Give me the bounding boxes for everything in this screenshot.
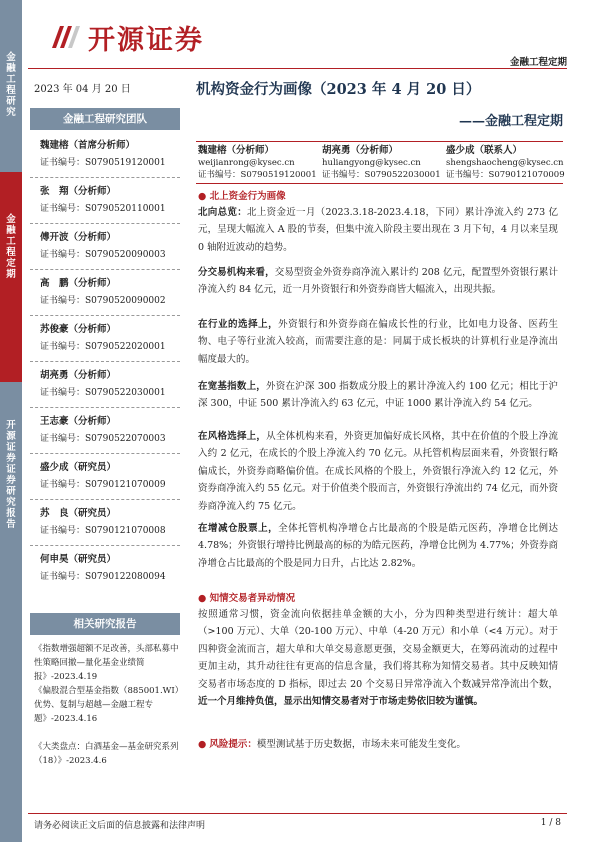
- analyst-cert: 证书编号：S0790520110001: [40, 204, 166, 214]
- bullet-icon: ●: [198, 593, 210, 604]
- brand-name: 开源证券: [88, 25, 204, 56]
- paragraph-informed-traders: [198, 606, 558, 710]
- main-analyst-2: [322, 145, 441, 181]
- main-analyst-name: 魏建榕（分析师）: [198, 145, 275, 156]
- footer-disclaimer: 请务必阅读正文后面的信息披露和法律声明: [34, 821, 206, 831]
- related-report-1[interactable]: 《指数增强超额不足改善，头部私募中性策略回撤—量化基金业绩简报》-2023.4.19: [34, 644, 179, 682]
- analyst-name: 高 鹏（分析师）: [40, 278, 117, 289]
- body-text: 全体托管机构净增仓占比最高的个股是皓元医药，净增仓比例达 4.78%；外资银行增持比例最高的标的为皓元医药，净增仓比例为 4.77%；外资券商净增仓占比最高的个股是同力日升，占比达 2.82%。: [198, 523, 558, 569]
- main-analyst-email[interactable]: huliangyong@kysec.cn: [322, 158, 421, 168]
- analyst-name: 苏 良（研究员）: [40, 508, 117, 519]
- body-text: 按照通常习惯，资金流向依据挂单金额的大小，分为四种类型进行统计：超大单（>100 万元）、大单（20-100 万元）、中单（4-20 万元）和小单（<4 万元）。对于四种资金流而言，超大单和大单交易意愿更强，交易金额更大，在筹码流动的过程中更加主动，其升动往往有更高的信息含量，我们将其称为知情交易者。其中反映知情交易者市场态度的 D 指标，即过去 20 个交易日异常净流入个数减异常净流出个数，: [198, 609, 558, 690]
- team-analyst: [40, 505, 190, 536]
- analyst-cert: 证书编号：S0790520090002: [40, 296, 166, 306]
- lead-text: 在宽基指数上，: [198, 381, 267, 392]
- page-subtitle: ——金融工程定期: [458, 114, 563, 129]
- analysts-bottom-divider: [196, 183, 563, 184]
- team-analyst: [40, 275, 190, 306]
- page-number: 1 / 8: [540, 818, 561, 828]
- analyst-separator: [30, 407, 180, 408]
- vertical-label-research: 金融工程研究: [6, 52, 16, 118]
- analysts-top-divider: [196, 141, 563, 142]
- analyst-separator: [30, 499, 180, 500]
- paragraph-style: [198, 428, 558, 515]
- analyst-cert: 证书编号：S0790520090003: [40, 250, 166, 260]
- analyst-name: 苏俊豪（分析师）: [40, 324, 117, 335]
- team-analyst: [40, 137, 190, 168]
- team-analyst: [40, 321, 190, 352]
- lead-text: 在行业的选择上，: [198, 319, 279, 330]
- paragraph-holdings: [198, 520, 558, 572]
- risk-lead: 风险提示：: [209, 739, 257, 750]
- lead-text: 分交易机构来看，: [198, 267, 275, 278]
- main-analyst-cert: 证书编号：S0790121070009: [446, 170, 565, 180]
- paragraph-overview: [198, 204, 558, 256]
- main-analyst-3: [446, 145, 565, 181]
- team-analyst: [40, 229, 190, 260]
- analyst-separator: [30, 269, 180, 270]
- analyst-name: 王志豪（分析师）: [40, 416, 117, 427]
- analyst-separator: [30, 177, 180, 178]
- analyst-separator: [30, 223, 180, 224]
- footer-divider: [28, 813, 567, 814]
- body-text: 从全体机构来看，外资更加偏好成长风格，其中在价值的个股上净流入约 2 亿元，在成长的个股上净流入约 70 亿元。从托管机构层面来看，外资银行略偏成长，外资券商略偏价值。在成长风格的个股上，外资银行净流入约 12 亿元，外资券商净流入约 55 亿元。对于价值类个股而言，外资银行净流出约 74 亿元，而外资券商净流入约 75 亿元。: [198, 431, 558, 512]
- paragraph-broad-index: [198, 378, 558, 413]
- lead-text: 在增减仓股票上，: [198, 523, 279, 534]
- analyst-separator: [30, 361, 180, 362]
- section-heading-informed: [198, 590, 295, 604]
- team-analyst: [40, 367, 190, 398]
- analyst-separator: [30, 315, 180, 316]
- analyst-cert: 证书编号：S0790122080094: [40, 572, 166, 582]
- team-analyst: [40, 459, 190, 490]
- analyst-cert: 证书编号：S0790522020001: [40, 342, 166, 352]
- related-report-3[interactable]: 《大类盘点：白酒基金—基金研究系列（18）》-2023.4.6: [34, 742, 179, 766]
- analyst-cert: 证书编号：S0790121070009: [40, 480, 166, 490]
- team-heading: 金融工程研究团队: [30, 108, 180, 130]
- section-heading-northbound: [198, 188, 286, 202]
- paragraph-industry: [198, 316, 558, 368]
- analyst-name: 何申昊（研究员）: [40, 554, 117, 565]
- analyst-name: 盛少成（研究员）: [40, 462, 117, 473]
- report-date: 2023 年 04 月 20 日: [34, 84, 131, 95]
- header-divider: [28, 68, 567, 69]
- team-analyst: [40, 183, 190, 214]
- page-title: 机构资金行为画像（2023 年 4 月 20 日）: [196, 81, 481, 98]
- main-analyst-1: [198, 145, 317, 181]
- main-analyst-cert: 证书编号：S0790522030001: [322, 170, 441, 180]
- risk-text: 模型测试基于历史数据，市场未来可能发生变化。: [256, 739, 466, 750]
- analyst-name: 胡亮勇（分析师）: [40, 370, 117, 381]
- lead-text: 北向总览：: [198, 207, 248, 218]
- team-analyst: [40, 413, 190, 444]
- analyst-name: 魏建榕（首席分析师）: [40, 140, 136, 151]
- report-type-tag: 金融工程定期: [509, 57, 567, 68]
- paragraph-institutions: [198, 264, 558, 299]
- analyst-cert: 证书编号：S0790121070008: [40, 526, 166, 536]
- main-analyst-name: 盛少成（联系人）: [446, 145, 523, 156]
- analyst-cert: 证书编号：S0790522030001: [40, 388, 166, 398]
- bullet-icon: ●: [198, 191, 210, 202]
- section-title: 北上资金行为画像: [209, 191, 286, 202]
- main-analyst-cert: 证书编号：S0790519120001: [198, 170, 317, 180]
- brand-logo-icon: [50, 22, 82, 52]
- analyst-name: 傅开波（分析师）: [40, 232, 117, 243]
- vertical-label-brand: 开源证券 证券研究报告: [6, 420, 16, 530]
- body-text: 北上资金近一月（2023.3.18-2023.4.18，下同）累计净流入约 273 亿元，呈现大幅流入 A 股的节奏，但集中流入阶段主要出现在 3 月下旬，4 月以来呈现 0 轴附近波动的趋势。: [198, 207, 558, 253]
- body-text: 外资在沪深 300 指数成分股上的累计净流入约 100 亿元；相比于沪深 300，中证 500 累计净流入约 63 亿元，中证 1000 累计净流入约 54 亿元。: [198, 381, 558, 410]
- main-analyst-email[interactable]: weijianrong@kysec.cn: [198, 158, 295, 168]
- body-text: 交易型资金外资券商净流入累计约 208 亿元，配置型外资银行累计净流入约 84 亿元，近一月外资银行和外资券商皆大幅流入，出现共振。: [198, 267, 558, 296]
- analyst-name: 张 翔（分析师）: [40, 186, 117, 197]
- risk-warning: [198, 736, 558, 753]
- body-text: 外资银行和外资券商在偏成长性的行业，比如电力设备、医药生物、电子等行业流入较高，而需要注意的是：同属于成长板块的计算机行业是净流出幅度最大的。: [198, 319, 558, 365]
- lead-text: 在风格选择上，: [198, 431, 267, 442]
- team-analyst: [40, 551, 190, 582]
- main-analyst-name: 胡亮勇（分析师）: [322, 145, 399, 156]
- vertical-label-periodic: 金融工程定期: [6, 214, 16, 280]
- analyst-separator: [30, 453, 180, 454]
- analyst-separator: [30, 545, 180, 546]
- analyst-cert: 证书编号：S0790519120001: [40, 158, 166, 168]
- bullet-icon: ●: [198, 739, 210, 750]
- analyst-cert: 证书编号：S0790522070003: [40, 434, 166, 444]
- related-report-2[interactable]: 《偏股混合型基金指数（885001.WI）优势、复制与超越—金融工程专题》-2023.4.16: [34, 686, 184, 724]
- conclusion-text: 近一个月维持负值，显示出知情交易者对于市场走势依旧较为谨慎。: [198, 696, 484, 708]
- section-title: 知情交易者异动情况: [209, 593, 296, 604]
- main-analyst-email[interactable]: shengshaocheng@kysec.cn: [446, 158, 564, 168]
- related-heading: 相关研究报告: [30, 613, 180, 635]
